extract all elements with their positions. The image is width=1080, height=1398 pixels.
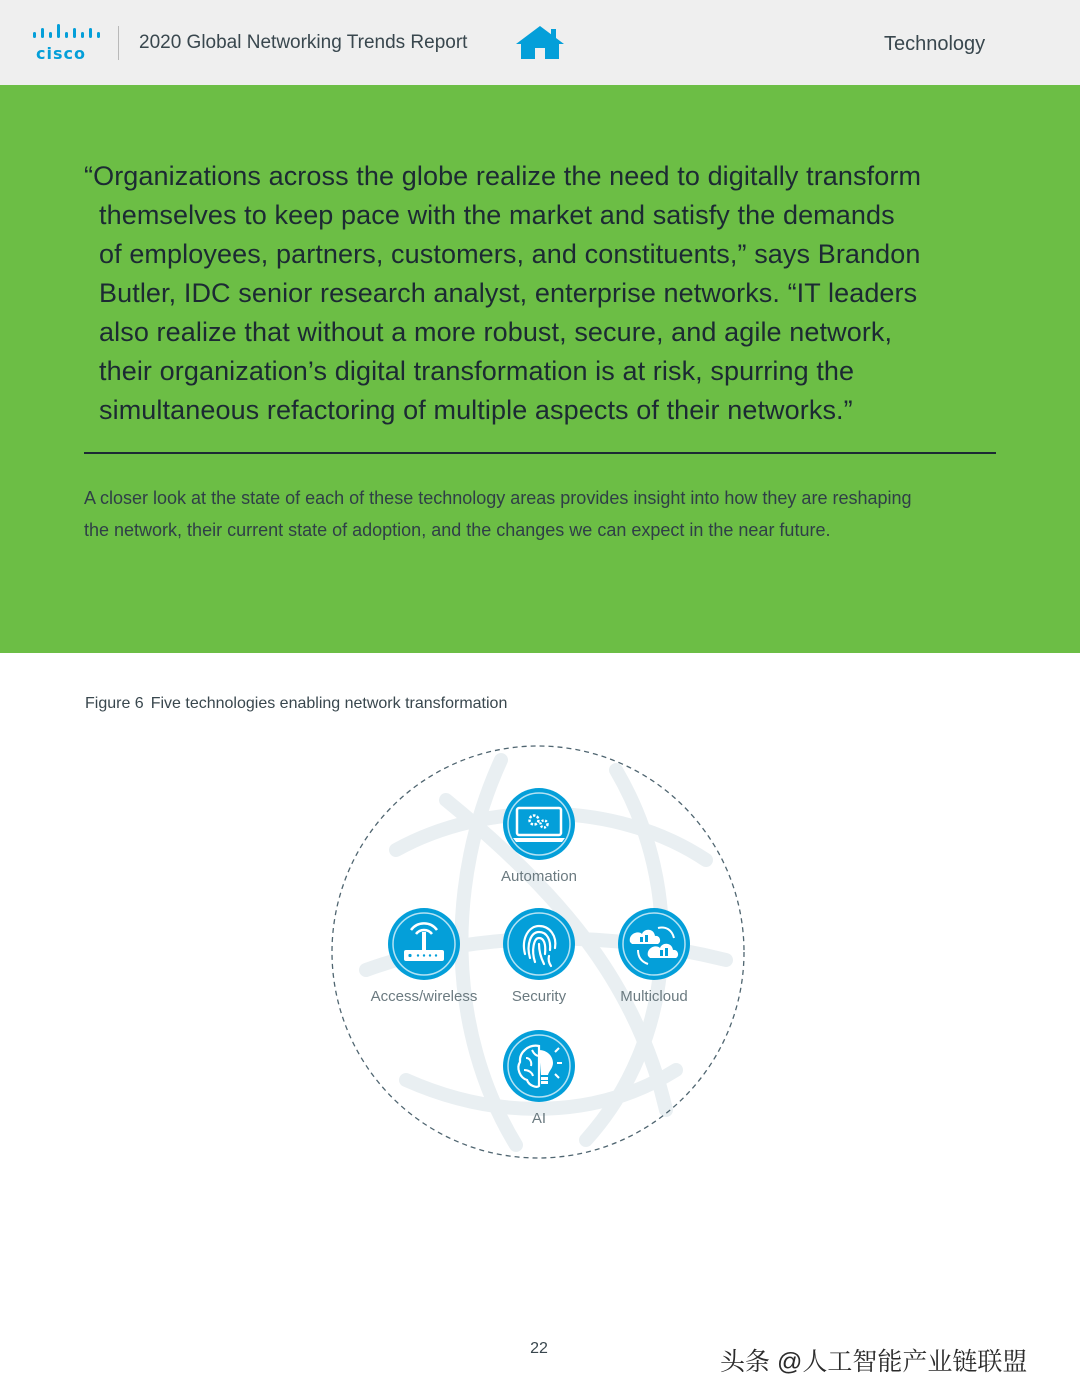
laptop-gears-icon [503,788,575,860]
technology-diagram [326,740,750,1164]
intro-line: A closer look at the state of each of these technology areas provides insight into how they are reshaping [84,488,912,508]
report-title: 2020 Global Networking Trends Report [139,32,468,53]
report-header [0,0,1080,85]
fingerprint-icon [503,908,575,980]
quote-line: simultaneous refactoring of multiple aspects of their networks.” [99,395,853,425]
header-divider [118,26,119,60]
quote-divider [84,452,996,454]
quote-line: of employees, partners, customers, and constituents,” says Brandon [99,239,921,269]
multicloud-label: Multicloud [620,988,688,1005]
multicloud-icon [618,908,690,980]
intro-line: the network, their current state of adoption, and the changes we can expect in the near future. [84,520,831,540]
automation-label: Automation [501,868,577,885]
home-icon[interactable] [514,25,566,61]
quote-line: themselves to keep pace with the market and satisfy the demands [99,200,895,230]
quote-line: “Organizations across the globe realize the need to digitally transform [84,161,922,191]
figure-caption [85,695,507,713]
section-name: Technology [884,33,986,55]
brain-bulb-icon [503,1030,575,1102]
access-wireless-label: Access/wireless [370,988,478,1005]
cisco-logo[interactable] [28,24,104,64]
page-number: 22 [530,1340,548,1357]
quote-line: Butler, IDC senior research analyst, enterprise networks. “IT leaders [99,278,918,308]
figure-title: Five technologies enabling network transformation [150,695,508,712]
wireless-router-icon [388,908,460,980]
cisco-logo-wordmark: cisco [36,44,86,63]
quote-line: their organization’s digital transformation is at risk, spurring the [99,356,855,386]
security-label: Security [511,988,567,1005]
highlight-panel [0,85,1080,653]
figure-number: Figure 6 [85,695,144,712]
source-watermark: 头条 @人工智能产业链联盟 [720,1348,1028,1376]
intro-paragraph [84,482,1004,546]
pull-quote [84,157,984,430]
quote-line: also realize that without a more robust, secure, and agile network, [99,317,893,347]
ai-label: AI [531,1110,547,1127]
